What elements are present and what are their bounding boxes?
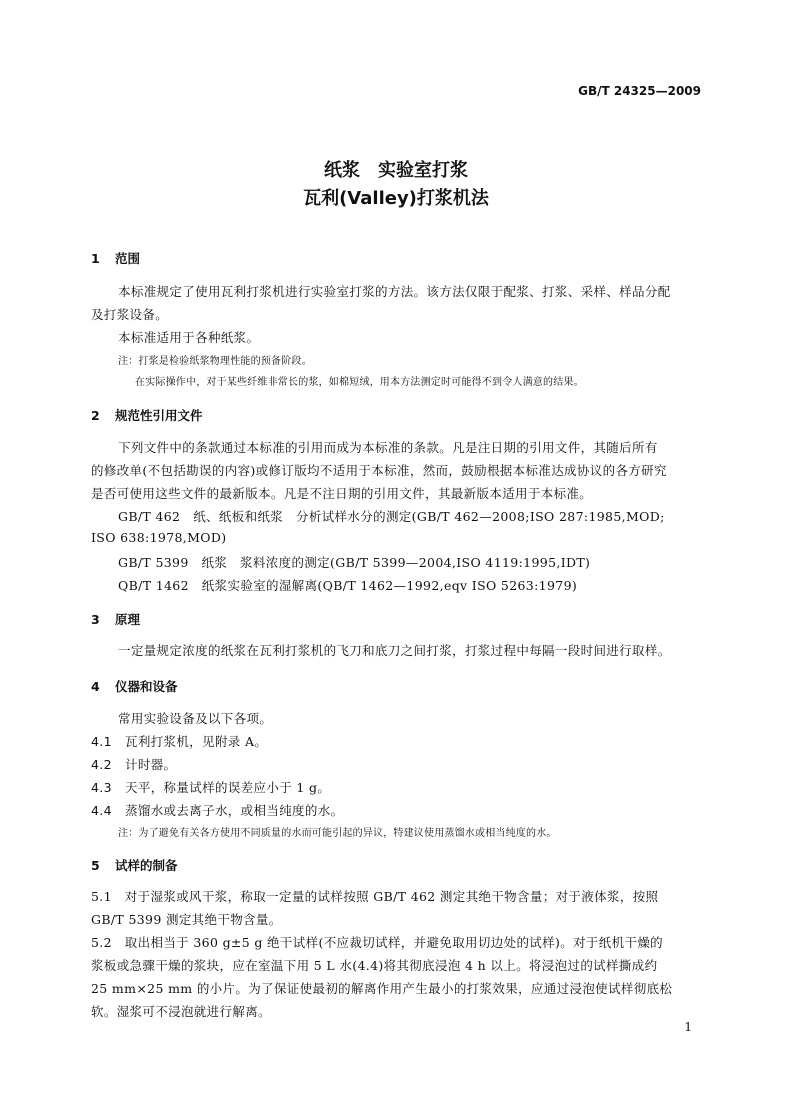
item-number: 4.1 xyxy=(91,734,112,749)
list-item xyxy=(91,801,343,819)
document-title-line1: 纸浆 实验室打浆 xyxy=(324,160,468,181)
note-line: 在实际操作中，对于某些纤维非常长的浆，如棉短绒，用本方法测定时可能得不到令人满意的结果。 xyxy=(135,377,584,388)
section-heading-normative-references xyxy=(91,406,203,424)
paragraph-line: 软。湿浆可不浸泡就进行解离。 xyxy=(91,1004,271,1019)
item-text: 蒸馏水或去离子水，或相当纯度的水。 xyxy=(125,803,344,818)
document-title-line2: 瓦利(Valley)打浆机法 xyxy=(303,188,489,209)
list-item xyxy=(91,755,176,773)
section-number: 5 xyxy=(91,858,100,873)
section-number: 3 xyxy=(91,612,100,627)
reference-entry: QB/T 1462 纸浆实验室的湿解离(QB/T 1462—1992,eqv ISO 5263:1979) xyxy=(118,578,578,593)
paragraph-line: 本标准适用于各种纸浆。 xyxy=(118,330,260,345)
paragraph-line: 是否可使用这些文件的最新版本。凡是不注日期的引用文件，其最新版本适用于本标准。 xyxy=(91,486,593,501)
standard-number-header: GB/T 24325—2009 xyxy=(578,84,701,98)
paragraph-line: 浆板或急骤干燥的浆块，应在室温下用 5 L 水(4.4)将其彻底浸泡 4 h 以上。将浸泡过的试样撕成约 xyxy=(91,958,658,973)
note-line: 注：为了避免有关各方使用不同质量的水而可能引起的异议，特建议使用蒸馏水或相当纯度的水。 xyxy=(118,828,557,839)
section-title: 规范性引用文件 xyxy=(115,408,203,423)
section-title: 原理 xyxy=(115,612,141,627)
section-heading-sample-preparation xyxy=(91,856,178,874)
paragraph-line: 及打浆设备。 xyxy=(91,307,169,322)
page-number: 1 xyxy=(684,1020,692,1034)
list-item xyxy=(91,732,267,750)
list-item xyxy=(91,778,330,796)
item-number: 4.3 xyxy=(91,780,112,795)
item-text: 计时器。 xyxy=(125,757,177,772)
paragraph-line: 下列文件中的条款通过本标准的引用而成为本标准的条款。凡是注日期的引用文件，其随后所有 xyxy=(118,440,658,455)
item-text: 瓦利打浆机，见附录 A。 xyxy=(125,734,268,749)
reference-entry-continuation: ISO 638:1978,MOD) xyxy=(91,530,227,545)
paragraph-line: 5.2 取出相当于 360 g±5 g 绝干试样(不应裁切试样，并避免取用切边处的试样)。对于纸机干燥的 xyxy=(91,935,664,950)
section-heading-scope xyxy=(91,249,140,267)
paragraph-line: 一定量规定浓度的纸浆在瓦利打浆机的飞刀和底刀之间打浆，打浆过程中每隔一段时间进行取样。 xyxy=(118,643,671,658)
section-number: 1 xyxy=(91,251,100,266)
section-title: 试样的制备 xyxy=(115,858,178,873)
item-number: 4.4 xyxy=(91,803,112,818)
paragraph-line: 本标准规定了使用瓦利打浆机进行实验室打浆的方法。该方法仅限于配浆、打浆、采样、样品分配 xyxy=(118,284,671,299)
reference-entry: GB/T 5399 纸浆 浆料浓度的测定(GB/T 5399—2004,ISO 4119:1995,IDT) xyxy=(118,555,591,570)
section-title: 仪器和设备 xyxy=(115,679,178,694)
section-number: 4 xyxy=(91,679,100,694)
reference-entry: GB/T 462 纸、纸板和纸浆 分析试样水分的测定(GB/T 462—2008;ISO 287:1985,MOD; xyxy=(118,509,665,524)
paragraph-line: GB/T 5399 测定其绝干物含量。 xyxy=(91,912,282,927)
section-number: 2 xyxy=(91,408,100,423)
paragraph-line: 5.1 对于湿浆或风干浆，称取一定量的试样按照 GB/T 462 测定其绝干物含量；对于液体浆，按照 xyxy=(91,889,659,904)
note-line: 注：打浆是检验纸浆物理性能的预备阶段。 xyxy=(118,356,312,367)
section-title: 范围 xyxy=(115,251,141,266)
section-heading-apparatus xyxy=(91,677,178,695)
item-text: 天平，称量试样的误差应小于 1 g。 xyxy=(125,780,331,795)
paragraph-line: 25 mm×25 mm 的小片。为了保证使最初的解离作用产生最小的打浆效果，应通过浸泡使试样彻底松 xyxy=(91,981,673,996)
item-number: 4.2 xyxy=(91,757,112,772)
paragraph-line: 的修改单(不包括勘误的内容)或修订版均不适用于本标准，然而，鼓励根据本标准达成协议的各方研究 xyxy=(91,463,667,478)
section-heading-principle xyxy=(91,610,140,628)
paragraph-line: 常用实验设备及以下各项。 xyxy=(118,711,273,726)
